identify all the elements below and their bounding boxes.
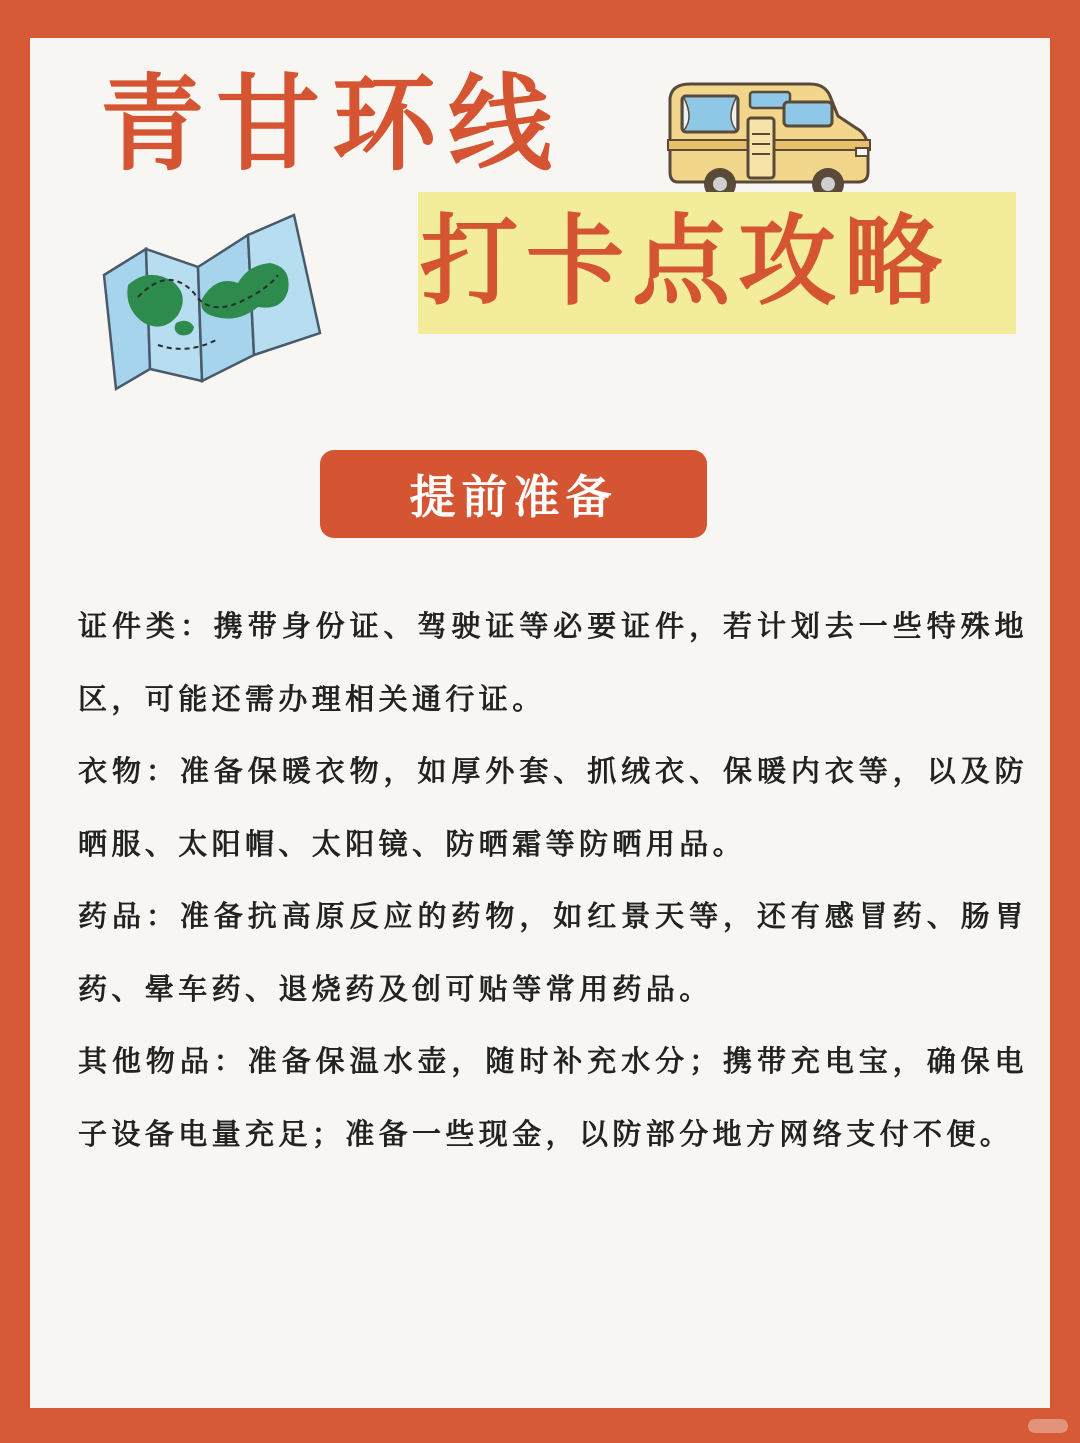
camper-van-icon bbox=[660, 78, 875, 206]
section-header-label: 提前准备 bbox=[409, 470, 618, 524]
page-title-line2: 打卡点攻略 bbox=[420, 205, 951, 319]
paragraph-medicine: 药品：准备抗高原反应的药物，如红景天等，还有感冒药、肠胃药、晕车药、退烧药及创可贴等常用药品。 bbox=[78, 899, 1028, 1006]
page-title-line1: 青甘环线 bbox=[100, 63, 565, 185]
paragraph-other-items: 其他物品：准备保温水壶，随时补充水分；携带充电宝，确保电子设备电量充足；准备一些现金，以防部分地方网络支付不便。 bbox=[78, 1044, 1028, 1151]
folded-map-icon bbox=[98, 205, 328, 395]
paragraph-clothing: 衣物：准备保暖衣物，如厚外套、抓绒衣、保暖内衣等，以及防晒服、太阳帽、太阳镜、防晒霜等防晒用品。 bbox=[78, 754, 1028, 861]
preparation-list bbox=[78, 590, 1028, 1170]
paragraph-documents: 证件类：携带身份证、驾驶证等必要证件，若计划去一些特殊地区，可能还需办理相关通行证。 bbox=[78, 609, 1028, 716]
watermark bbox=[1028, 1419, 1068, 1433]
section-header-button bbox=[320, 450, 707, 538]
